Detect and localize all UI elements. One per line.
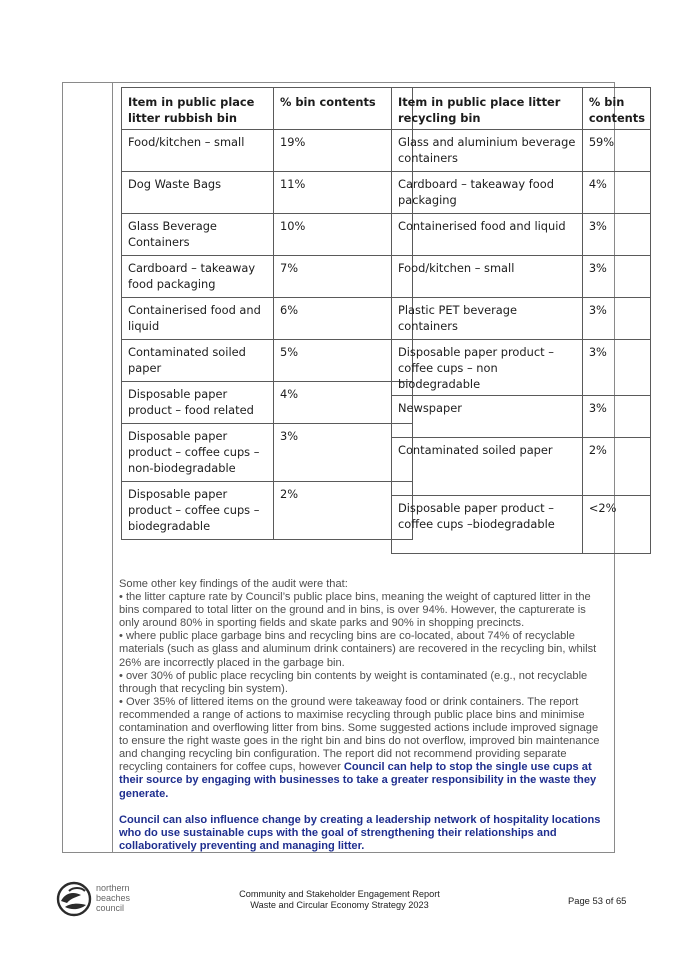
logo-wordmark [96, 883, 130, 913]
item-cell: Cardboard – takeaway food packaging [122, 256, 274, 298]
table-row [122, 172, 413, 214]
finding-bullet: • over 30% of public place recycling bin contents by weight is contaminated (e.g., not recyclable through that recycling bin system). [119, 669, 588, 695]
item-cell: Food/kitchen – small [122, 130, 274, 172]
footer-report-name: Community and Stakeholder Engagement Report [239, 889, 440, 899]
item-cell: Disposable paper product – coffee cups – non biodegradable [392, 340, 583, 396]
table-row [122, 130, 413, 172]
percent-cell: 2% [582, 438, 650, 496]
percent-cell: 3% [274, 424, 413, 482]
table-row [122, 424, 413, 482]
table-row [392, 256, 651, 298]
percent-cell: 19% [274, 130, 413, 172]
column-header-item: Item in public place litter recycling bin [392, 88, 583, 130]
item-cell: Disposable paper product – coffee cups –biodegradable [392, 496, 583, 554]
findings-intro: Some other key findings of the audit were that: [119, 578, 348, 590]
item-cell: Containerised food and liquid [392, 214, 583, 256]
table-row [122, 256, 413, 298]
percent-cell: 4% [274, 382, 413, 424]
percent-cell: <2% [582, 496, 650, 554]
percent-cell: 7% [274, 256, 413, 298]
item-cell: Cardboard – takeaway food packaging [392, 172, 583, 214]
percent-cell: 2% [274, 482, 413, 540]
percent-cell: 5% [274, 340, 413, 382]
item-cell: Dog Waste Bags [122, 172, 274, 214]
table-row [392, 396, 651, 438]
table-row [392, 496, 651, 554]
finding-bullet: • where public place garbage bins and recycling bins are co-located, about 74% of recyclable materials (such as glass and aluminum drink containers) are recovered in the recycling bin, whilst 26% are incorrectly placed in the garbage bin. [119, 630, 597, 669]
percent-cell: 10% [274, 214, 413, 256]
audit-findings [119, 578, 609, 853]
page-number: Page 53 of 65 [568, 895, 627, 906]
percent-cell: 4% [582, 172, 650, 214]
highlight-single-use-cups: Council can help to stop the single use cups at their source by engaging with businesses to take a greater responsibility in the waste they generate. [119, 761, 597, 800]
percent-cell: 3% [582, 340, 650, 396]
footer-title [232, 889, 447, 911]
percent-cell: 59% [582, 130, 650, 172]
item-cell: Contaminated soiled paper [392, 438, 583, 496]
finding-bullet-with-highlight [119, 696, 609, 801]
northern-beaches-council-logo-icon [55, 881, 93, 917]
recycling-bin-table [391, 87, 651, 554]
table-row [392, 438, 651, 496]
item-cell: Glass and aluminium beverage containers [392, 130, 583, 172]
item-cell: Disposable paper product – coffee cups – non-biodegradable [122, 424, 274, 482]
highlight-leadership-network: Council can also influence change by creating a leadership network of hospitality locations who do use sustainable cups with the goal of strengthening their relationships and collaboratively preventing and managing litter. [119, 813, 601, 852]
margin-column-divider [112, 83, 113, 852]
table-header-row [122, 88, 413, 130]
table-row [122, 214, 413, 256]
percent-cell: 3% [582, 256, 650, 298]
item-cell: Disposable paper product – food related [122, 382, 274, 424]
table-row [392, 214, 651, 256]
table-row [122, 482, 413, 540]
percent-cell: 6% [274, 298, 413, 340]
table-row [392, 172, 651, 214]
column-header-item: Item in public place litter rubbish bin [122, 88, 274, 130]
content-frame [62, 82, 646, 853]
percent-cell: 3% [582, 298, 650, 340]
percent-cell: 3% [582, 396, 650, 438]
item-cell: Disposable paper product – coffee cups – biodegradable [122, 482, 274, 540]
item-cell: Containerised food and liquid [122, 298, 274, 340]
finding-bullet-text: • Over 35% of littered items on the ground were takeaway food or drink containers. The report recommended a range of actions to maximise recycling through public place bins and minimise contamination and overflowing litter from bins. Some suggested actions include improved signage to ensure the right waste goes in the right bin and bins do not overflow, improved bin maintenance and changing recycling bin configuration. The report did not recommend providing separate recycling containers for coffee cups, however [119, 695, 600, 774]
rubbish-bin-table [121, 87, 413, 540]
percent-cell: 11% [274, 172, 413, 214]
item-cell: Food/kitchen – small [392, 256, 583, 298]
table-row [122, 298, 413, 340]
table-row [122, 340, 413, 382]
table-row [122, 382, 413, 424]
item-cell: Glass Beverage Containers [122, 214, 274, 256]
footer-strategy-name: Waste and Circular Economy Strategy 2023 [250, 900, 429, 910]
logo-line: beaches [96, 893, 131, 903]
item-cell: Contaminated soiled paper [122, 340, 274, 382]
logo-line: northern [96, 883, 130, 893]
item-cell: Newspaper [392, 396, 583, 438]
column-header-percent: % bin contents [274, 88, 413, 130]
logo-line: council [96, 903, 125, 913]
table-header-row [392, 88, 651, 130]
percent-cell: 3% [582, 214, 650, 256]
item-cell: Plastic PET beverage containers [392, 298, 583, 340]
table-row [392, 130, 651, 172]
page-footer [0, 872, 675, 932]
column-header-percent: % bin contents [582, 88, 650, 130]
table-row [392, 298, 651, 340]
table-row [392, 340, 651, 396]
paragraph-spacer [119, 801, 609, 814]
finding-bullet: • the litter capture rate by Council’s public place bins, meaning the weight of captured litter in the bins compared to total litter on the ground and in bins, is over 94%. However, the capturerate is only around 80% in sporting fields and skate parks and 90% in shopping precincts. [119, 591, 591, 630]
